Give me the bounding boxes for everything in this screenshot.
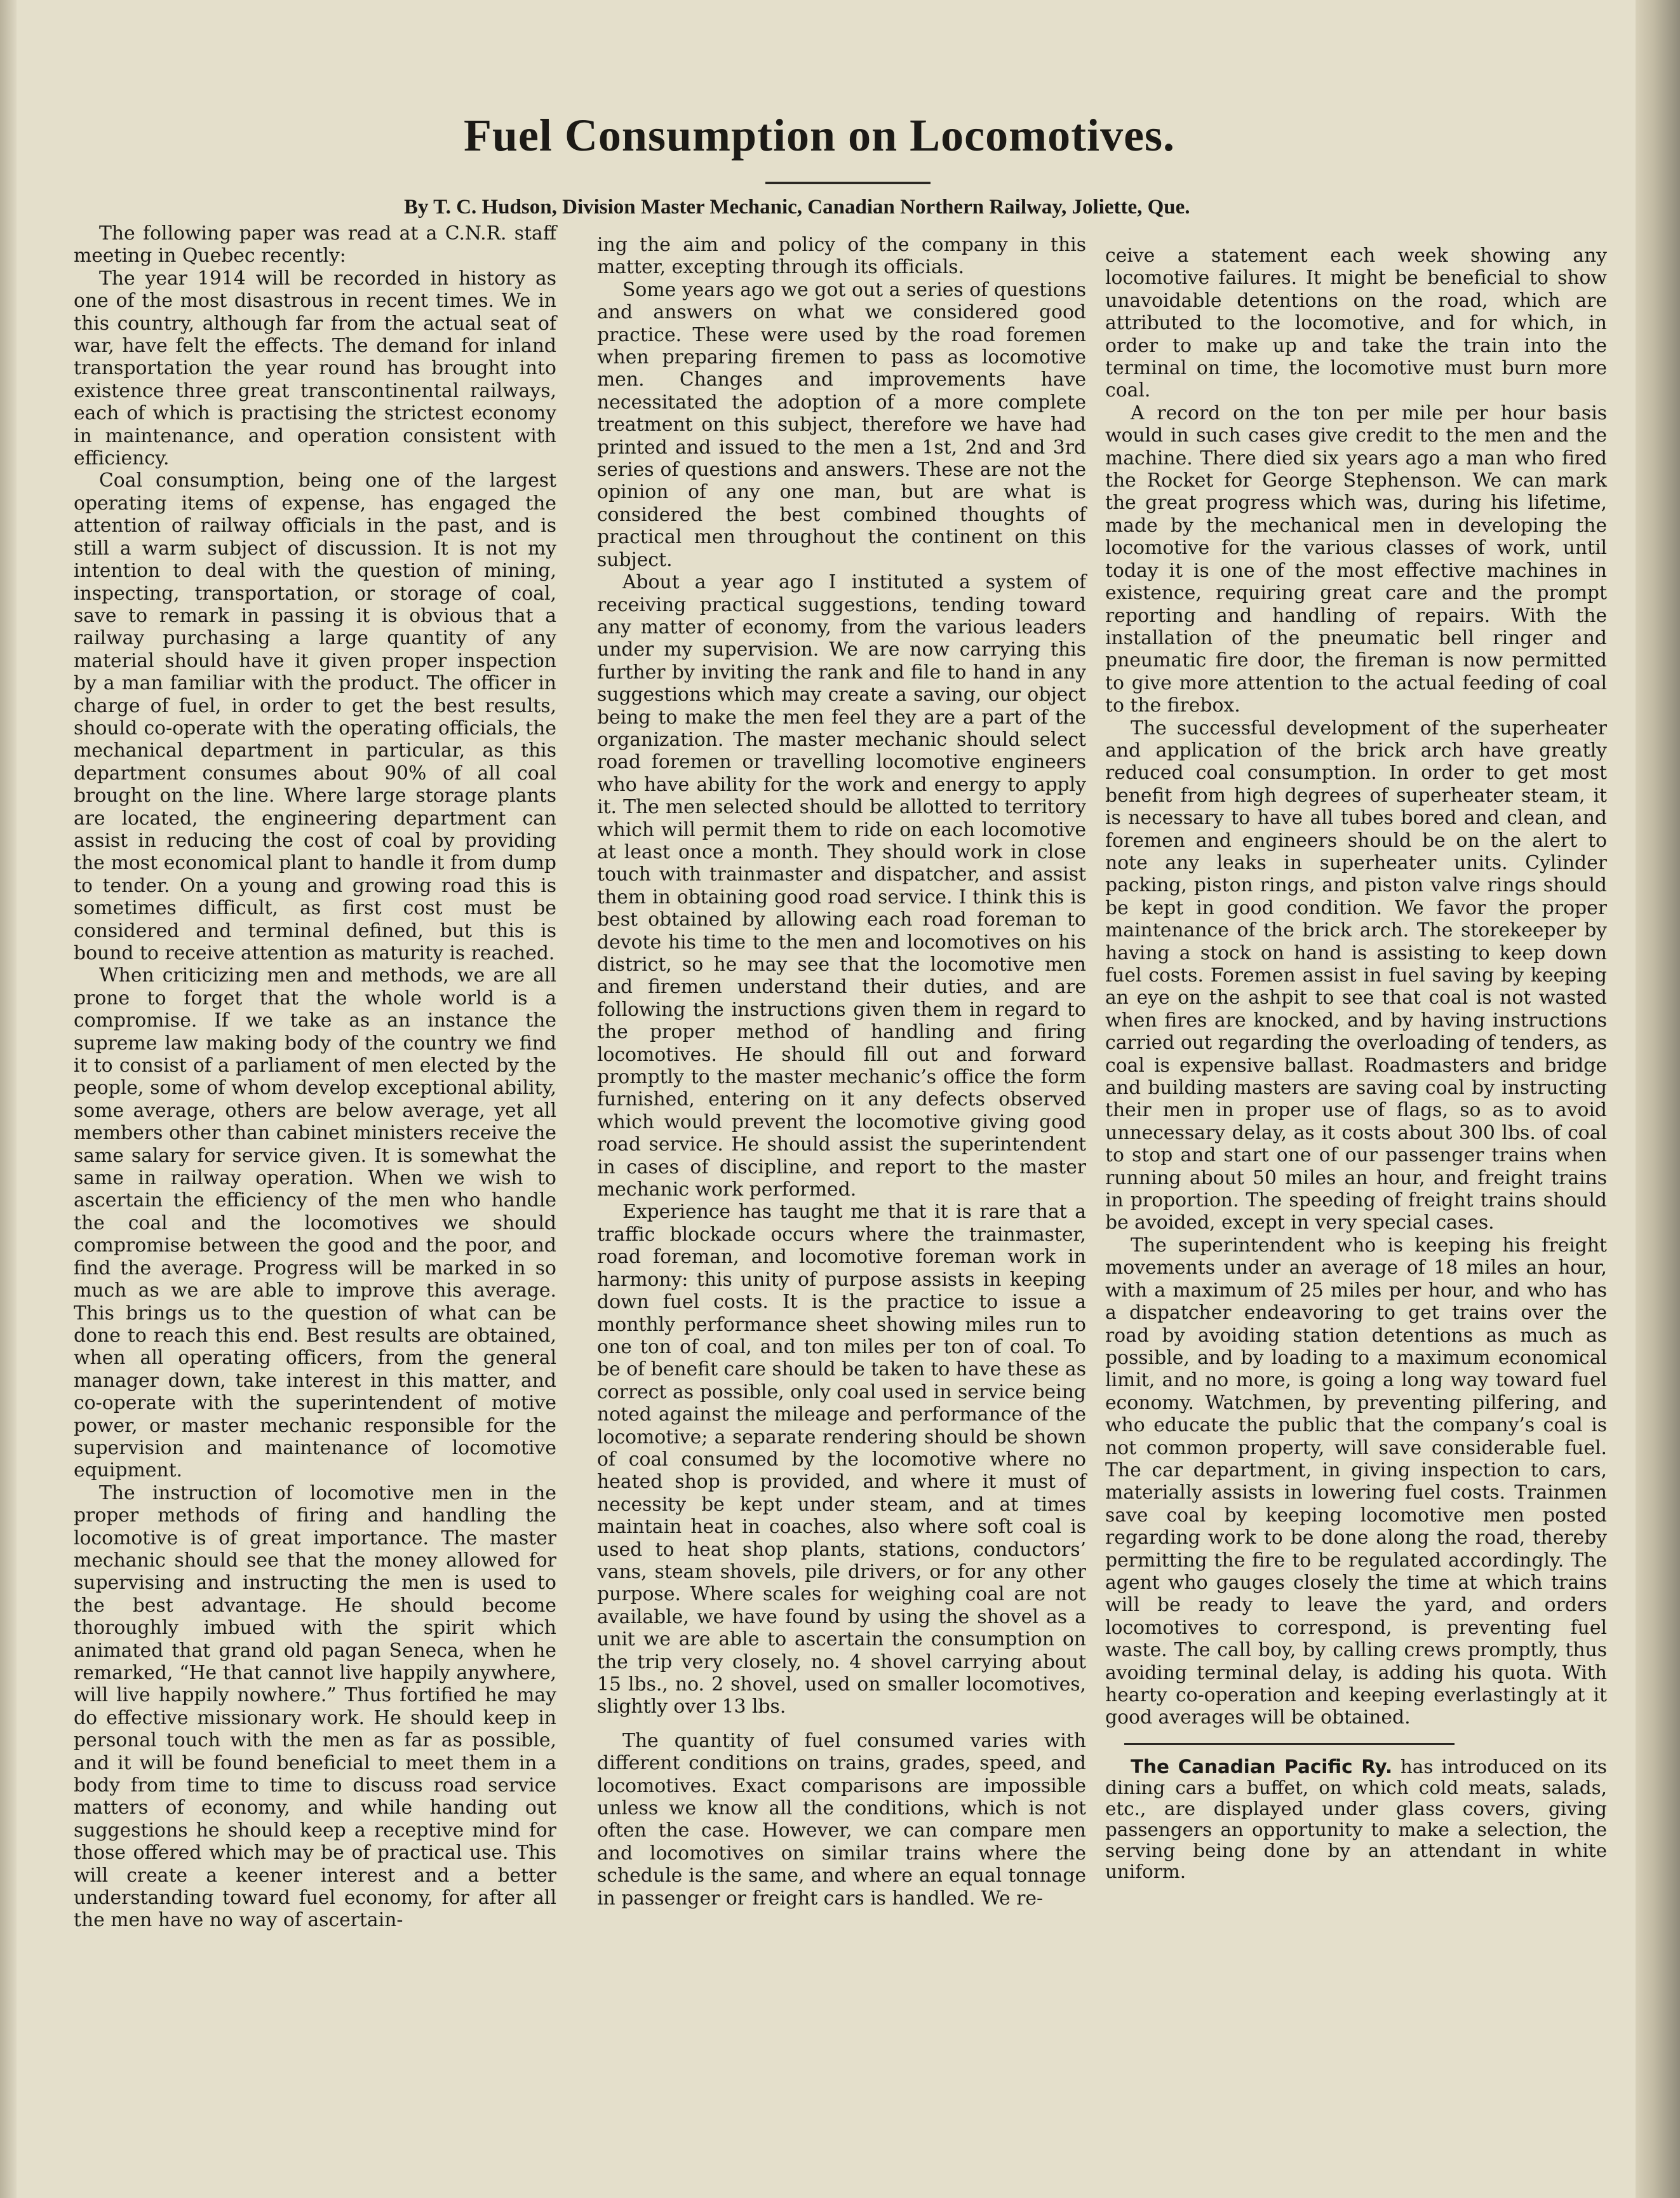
- paragraph: The instruction of locomotive men in the proper methods of firing and handling the locomotive is of great importance. The master mechanic should see that the money allowed for supervising and instructing the men is used to the best advantage. He should become thoroughly imbued with the spirit which animated that grand old pagan Seneca, when he remarked, “He that cannot live happily anywhere, will live happily nowhere.” Thus fortified he may do effective missionary work. He should keep in personal touch with the men as far as possible, and it will be found beneficial to meet them in a body from time to time to discuss road service matters of economy, and while handing out suggestions he should keep a receptive mind for those offered which may be of practical use. This will create a keener interest and a better understanding toward fuel economy, for after all the men have no way of ascertain-: [74, 1481, 556, 1932]
- title-divider: [765, 182, 931, 184]
- text-column-3: [1105, 245, 1607, 1882]
- paragraph: About a year ago I instituted a system of receiving practical suggestions, tending toward any matter of economy, from the various leaders under my supervision. We are now carrying this further by inviting the rank and file to hand in any suggestions which may create a saving, our object being to make the men feel they are a part of the organization. The master mechanic should select road foremen or travelling locomotive engineers who have ability for the work and energy to apply it. The men selected should be allotted to territory which will permit them to ride on each locomotive at least once a month. They should work in close touch with trainmaster and dispatcher, and assist them in obtaining good road service. I think this is best obtained by allowing each road foreman to devote his time to the men and locomotives on his district, so he may see that the locomotive men and firemen understand their duties, and are following the instructions given them in regard to the proper method of handling and firing locomotives. He should fill out and forward promptly to the master mechanic’s office the form furnished, entering on it any defects observed which would prevent the locomotive giving good road service. He should assist the superintendent in cases of discipline, and report to the master mechanic work performed.: [597, 571, 1086, 1201]
- text-column-2: [597, 234, 1086, 1910]
- news-note-lead: The Canadian Pacific Ry.: [1131, 1755, 1393, 1777]
- paragraph: The year 1914 will be recorded in history as one of the most disastrous in recent times. We in this country, although far from the actual seat of war, have felt the effects. The demand for inland transportation the year round has brought into existence three great transcontinental railways, each of which is practising the strictest economy in maintenance, and operation consistent with efficiency.: [74, 267, 556, 470]
- paragraph: The quantity of fuel consumed varies with different conditions on trains, grades, speed, and locomotives. Exact comparisons are impossible unless we know all the conditions, which is not often the case. However, we can compare men and locomotives on similar trains where the schedule is the same, and where an equal tonnage in passenger or freight cars is handled. We re-: [597, 1729, 1086, 1910]
- article-title: Fuel Consumption on Locomotives.: [463, 110, 1176, 161]
- page-edge-shadow: [1636, 0, 1680, 2198]
- text-column-1: [74, 222, 556, 1932]
- paragraph: Some years ago we got out a series of questions and answers on what we considered good practice. These were used by the road foremen when preparing firemen to pass as locomotive men. Changes and improvements have necessitated the adoption of a more complete treatment on this subject, therefore we have had printed and issued to the men a 1st, 2nd and 3rd series of questions and answers. These are not the opinion of any one man, but are what is considered the best combined thoughts of practical men throughout the continent on this subject.: [597, 278, 1086, 571]
- news-note: [1105, 1756, 1607, 1882]
- paragraph: The following paper was read at a C.N.R. staff meeting in Quebec recently:: [74, 222, 556, 267]
- paragraph: Coal consumption, being one of the largest operating items of expense, has engaged the attention of railway officials in the past, and is still a warm subject of discussion. It is not my intention to deal with the question of mining, inspecting, transportation, or storage of coal, save to remark in passing it is obvious that a railway purchasing a large quantity of any material should have it given proper inspection by a man familiar with the product. The officer in charge of fuel, in order to get the best results, should co-operate with the operating officials, the mechanical department in particular, as this department consumes about 90% of all coal brought on the line. Where large storage plants are located, the engineering department can assist in reducing the cost of coal by providing the most economical plant to handle it from dump to tender. On a young and growing road this is sometimes difficult, as first cost must be considered and terminal defined, but this is bound to receive attention as maturity is reached.: [74, 469, 556, 964]
- paragraph: The successful development of the superheater and application of the brick arch have greatly reduced coal consumption. In order to get most benefit from high degrees of superheater steam, it is necessary to have all tubes bored and clean, and foremen and engineers should be on the alert to note any leaks in superheater units. Cylinder packing, piston rings, and piston valve rings should be kept in good condition. We favor the proper maintenance of the brick arch. The storekeeper by having a stock on hand is assisting to keep down fuel costs. Foremen assist in fuel saving by keeping an eye on the ashpit to see that coal is not wasted when fires are knocked, and by having instructions carried out regarding the overloading of tenders, as coal is expensive ballast. Roadmasters and bridge and building masters are saving coal by instructing their men in proper use of flags, so as to avoid unnecessary delay, as it costs about 300 lbs. of coal to stop and start one of our passenger trains when running about 50 miles an hour, and freight trains in proportion. The speeding of freight trains should be avoided, except in very special cases.: [1105, 717, 1607, 1234]
- paragraph: The superintendent who is keeping his freight movements under an average of 18 miles an hour, with a maximum of 25 miles per hour, and who has a dispatcher endeavoring to get trains over the road by avoiding station detentions as much as possible, and by loading to a maximum economical limit, and no more, is going a long way toward fuel economy. Watchmen, by preventing pilfering, and who educate the public that the company’s coal is not common property, will save considerable fuel. The car department, in giving inspection to cars, materially assists in lowering fuel costs. Trainmen save coal by keeping locomotive men posted regarding work to be done along the road, thereby permitting the fire to be regulated accordingly. The agent who gauges closely the time at which trains will be ready to leave the yard, and orders locomotives to correspond, is preventing fuel waste. The call boy, by calling crews promptly, thus avoiding terminal delay, is adding his quota. With hearty co-operation and keeping everlastingly at it good averages will be obtained.: [1105, 1234, 1607, 1729]
- paragraph: When criticizing men and methods, we are all prone to forget that the whole world is a compromise. If we take as an instance the supreme law making body of the country we find it to consist of a parliament of men elected by the people, some of whom develop exceptional ability, some average, others are below average, yet all members other than cabinet ministers receive the same salary for service given. It is somewhat the same in railway operation. When we wish to ascertain the efficiency of the men who handle the coal and the locomotives we should compromise between the good and the poor, and find the average. Progress will be marked in so much as we are able to improve this average. This brings us to the question of what can be done to reach this end. Best results are obtained, when all operating officers, from the general manager down, take interest in this matter, and co-operate with the superintendent of motive power, or master mechanic responsible for the supervision and maintenance of locomotive equipment.: [74, 964, 556, 1482]
- news-note-text: has introduced on its dining cars a buffet, on which cold meats, salads, etc., are displayed under glass covers, giving passengers an opportunity to make a selection, the serving being done by an attendant in white uniform.: [1105, 1755, 1607, 1882]
- article-byline: By T. C. Hudson, Division Master Mechanic, Canadian Northern Railway, Joliette, Que.: [404, 196, 1190, 219]
- paragraph: ceive a statement each week showing any locomotive failures. It might be beneficial to show unavoidable detentions on the road, which are attributed to the locomotive, and for which, in order to make up and take the train into the terminal on time, the locomotive must burn more coal.: [1105, 245, 1607, 402]
- paragraph: A record on the ton per mile per hour basis would in such cases give credit to the men and the machine. There died six years ago a man who fired the Rocket for George Stephenson. We can mark the great progress which was, during his lifetime, made by the mechanical men in developing the locomotive for the various classes of work, until today it is one of the most effective machines in existence, requiring great care and the prompt reporting and handling of repairs. With the installation of the pneumatic bell ringer and pneumatic fire door, the fireman is now permitted to give more attention to the actual feeding of coal to the firebox.: [1105, 401, 1607, 717]
- news-note-divider: [1124, 1743, 1455, 1745]
- paragraph: Experience has taught me that it is rare that a traffic blockade occurs where the trainmaster, road foreman, and locomotive foreman work in harmony: this unity of purpose assists in keeping down fuel costs. It is the practice to issue a monthly performance sheet showing miles run to one ton of coal, and ton miles per ton of coal. To be of benefit care should be taken to have these as correct as possible, only coal used in service being noted against the mileage and performance of the locomotive; a separate rendering should be shown of coal consumed by the locomotive where no heated shop is provided, and where it must of necessity be kept under steam, and at times maintain heat in coaches, also where soft coal is used to heat shop plants, stations, conductors’ vans, steam shovels, pile drivers, or for any other purpose. Where scales for weighing coal are not available, we have found by using the shovel as a unit we are able to ascertain the consumption on the trip very closely, no. 4 shovel carrying about 15 lbs., no. 2 shovel, used on smaller locomotives, slightly over 13 lbs.: [597, 1201, 1086, 1718]
- paragraph: ing the aim and policy of the company in this matter, excepting through its officials.: [597, 234, 1086, 279]
- page-binding-shadow: [0, 0, 17, 2198]
